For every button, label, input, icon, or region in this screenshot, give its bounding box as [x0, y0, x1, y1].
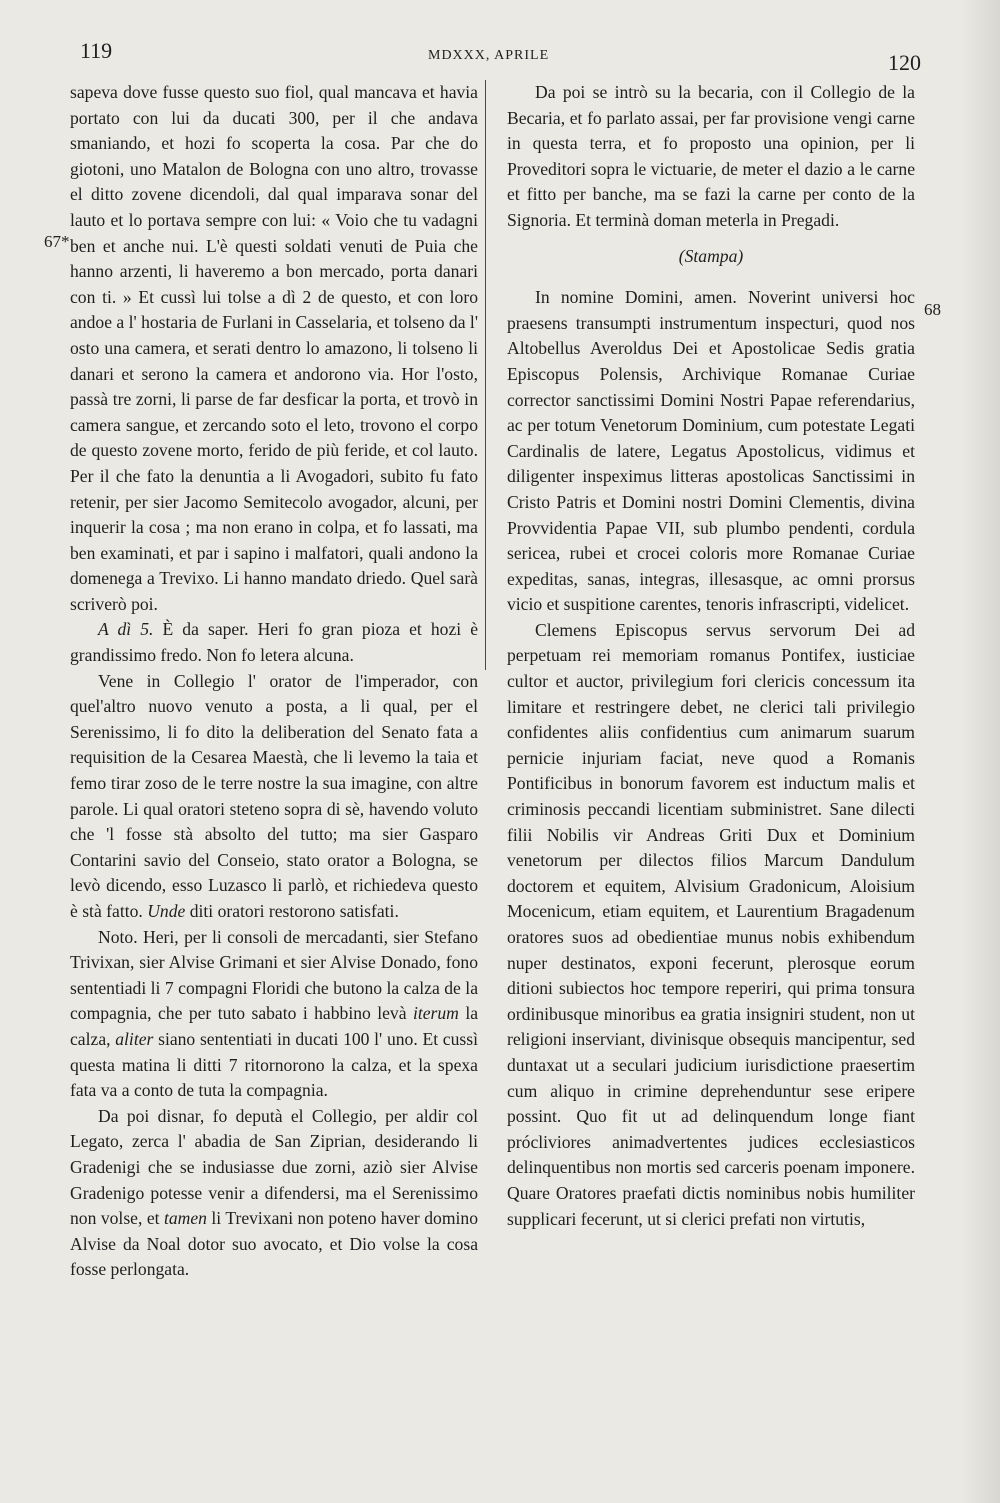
margin-number-left: 67*: [44, 232, 70, 251]
paragraph: sapeva dove fusse questo suo fiol, qual mancava et havia portato con lui da ducati 300, per il che andava smaniando, et hozi fo scoperta la cosa. Par che do giotoni, uno Matalon de Bologna con uno altro, trovasse el ditto zovene dicendoli, dal qual imparava sonar del lauto et lo portava sempre con lui: « Voio che tu vadagni ben et anche nui. L'è questi soldati venuti de Puia che hanno arzenti, li haveremo a bon mercado, porta danari con ti. » Et cussì lui tolse a dì 2 de questo, et con loro andoe a l' hostaria de Furlani in Casselaria, et tolseno da l' osto una camera, et serati dentro lo amazono, li tolseno li danari et serono la camera et andorono via. Hor l'osto, passà tre zorni, li parse de far desficar la porta, et trovò in camera sangue, et zercando soto el leto, trovono el corpo de questo zovene morto, ferido de più feride, et col lauto. Per il che fato la denuntia a li Avogadori, subito fu fato retenir, per sier Jacomo Semitecolo avogador, alcuni, per inquerir la cosa ; ma non erano in colpa, et fo lassati, ma ben examinati, et par i sapino i malfatori, quali andono la domenega a Trevixo. Li hanno mandato driedo. Quel sarà scriverò poi.: [70, 82, 478, 614]
paragraph: Vene in Collegio l' orator de l'imperador, con quel'altro nuovo venuto a posta, a li qual, per el Serenissimo, li fo dito la deliberation del Senato fata a requisition de la Cesarea Maestà, che li levemo la taia et femo tirar zoso de le terre nostre la sua imagine, con altre parole. Li qual oratori steteno sopra di sè, havendo voluto che 'l fosse stà absolto del tutto; ma sier Gasparo Contarini savio del Conseio, stato orator a Bologna, se levò dicendo, esso Luzasco li parlò, et richiedeva questo è stà fatto. Unde diti oratori restorono satisfati.: [70, 670, 478, 921]
paragraph: A dì 5. È da saper. Heri fo gran pioza et hozi è grandissimo fredo. Non fo letera alcuna.: [70, 619, 479, 666]
paragraph: In nomine Domini, amen. Noverint universi hoc praesens transumpti instrumentum inspecturi, quod nos Altobellus Averoldus Dei et Apostolicae Sedis gratia Episcopus Polensis, Archivique Romanae Curiae corrector sanctissimi Domini Nostri Papae referendarius, ac per totum Venetorum Dominium, cum potestate Legati Cardinalis de latere, Legatus Apostolicus, vidimus et diligenter inspeximus litteras apostolicas Sanctissimi in Cristo Patris et Domini nostri Domini Clementis, divina Provvidentia Papae VII, sub plumbo pendenti, cordula sericea, rubei et crocei coloris more Romanae Curiae expeditas, sanas, integras, illesasque, ac omni prorsus vicio et suspitione carentes, tenoris infrascripti, videlicet.: [507, 287, 915, 615]
paragraph: Clemens Episcopus servus servorum Dei ad perpetuam rei memoriam romanus Pontifex, iusticiae cultor et auctor, privilegium fori clericis concessum ita limitare et restringere debet, ne clerici tali privilegio confidentes aliis confidentius cum animarum suarum pernicie injuriam faciat, neve quod a Romanis Pontificibus in bonorum favorem est inductum malis et criminosis peccandi licentiam subministret. Sane dilecti filii Nobilis vir Andreas Griti Dux et Dominium venetorum per dilectos filios Marcum Dandulum doctorem et equitem, Alvisium Gradonicum, Aloisium Mocenicum, etiam equitem, et Laurentium Bragadenum oratores suos ad obedientiae munus nobis exhibendum nuper destinatos, exponi fecerunt, plerosque eorum ditioni subiectos hoc tempore reperiri, qui prima tonsura ordinibusque minoribus ea gratia insigniri student, non ut religioni inserviant, divinisque obsequis mancipentur, sed duntaxat ut a seculari judicium iurisdictione praesertim cum aliquo in crimine deprehenduntur sese eripere possint. Quo fit ut ad delinquendum longe fiant prócliviores animadvertentes judices ecclesiasticos delinquentibus non mortis sed carceris poenam imponere. Quare Oratores praefati dictis nominibus nobis humiliter supplicari fecerunt, ut si clerici prefati non virtutis,: [507, 619, 915, 1229]
paragraph: Noto. Heri, per li consoli de mercadanti, sier Stefano Trivixan, sier Alvise Grimani et sier Alvise Donado, fono sententiadi li 7 compagni Floridi che butono la calza de la compagnia, che per tuto sabato i habbino levà iterum la calza, aliter siano sententiati in ducati 100 l' uno. Et cussì questa matina li ditti 7 ritornorono la calza, et la spexa fata va a conto de tuta la compagnia.: [70, 926, 479, 1101]
margin-number-right: 68: [924, 300, 941, 319]
paragraph: Da poi se intrò su la becaria, con il Collegio de la Becaria, et fo parlato assai, per far provisione vengi carne in questa terra, et fo proposto una opinion, per li Proveditori sopra le victuarie, de meter el dazio a le carne et fitto per banche, ma se fazi la carne per conto de la Signoria. Et terminà doman meterla in Pregadi.: [507, 82, 915, 230]
left-column: [70, 80, 478, 1283]
date-heading: A dì 5.: [98, 619, 154, 640]
column-divider: [485, 80, 486, 670]
running-title: MDXXX, APRILE: [428, 48, 550, 63]
page-edge-shadow: [960, 0, 1000, 1503]
section-title: (Stampa): [678, 245, 744, 266]
page-number-right: 120: [888, 50, 921, 75]
right-column: [507, 80, 915, 1232]
paragraph: Da poi disnar, fo deputà el Collegio, per aldir col Legato, zerca l' abadia de San Ziprian, desiderando li Gradenigi che se indusiasse due zorni, aziò sier Alvise Gradenigo potesse venir a difendersi, ma el Serenissimo non volse, et tamen li Trevixani non poteno haver domino Alvise da Noal dotor suo avocato, et Dio volse la cosa fosse perlongata.: [70, 1105, 478, 1280]
page-number-left: 119: [80, 38, 113, 63]
